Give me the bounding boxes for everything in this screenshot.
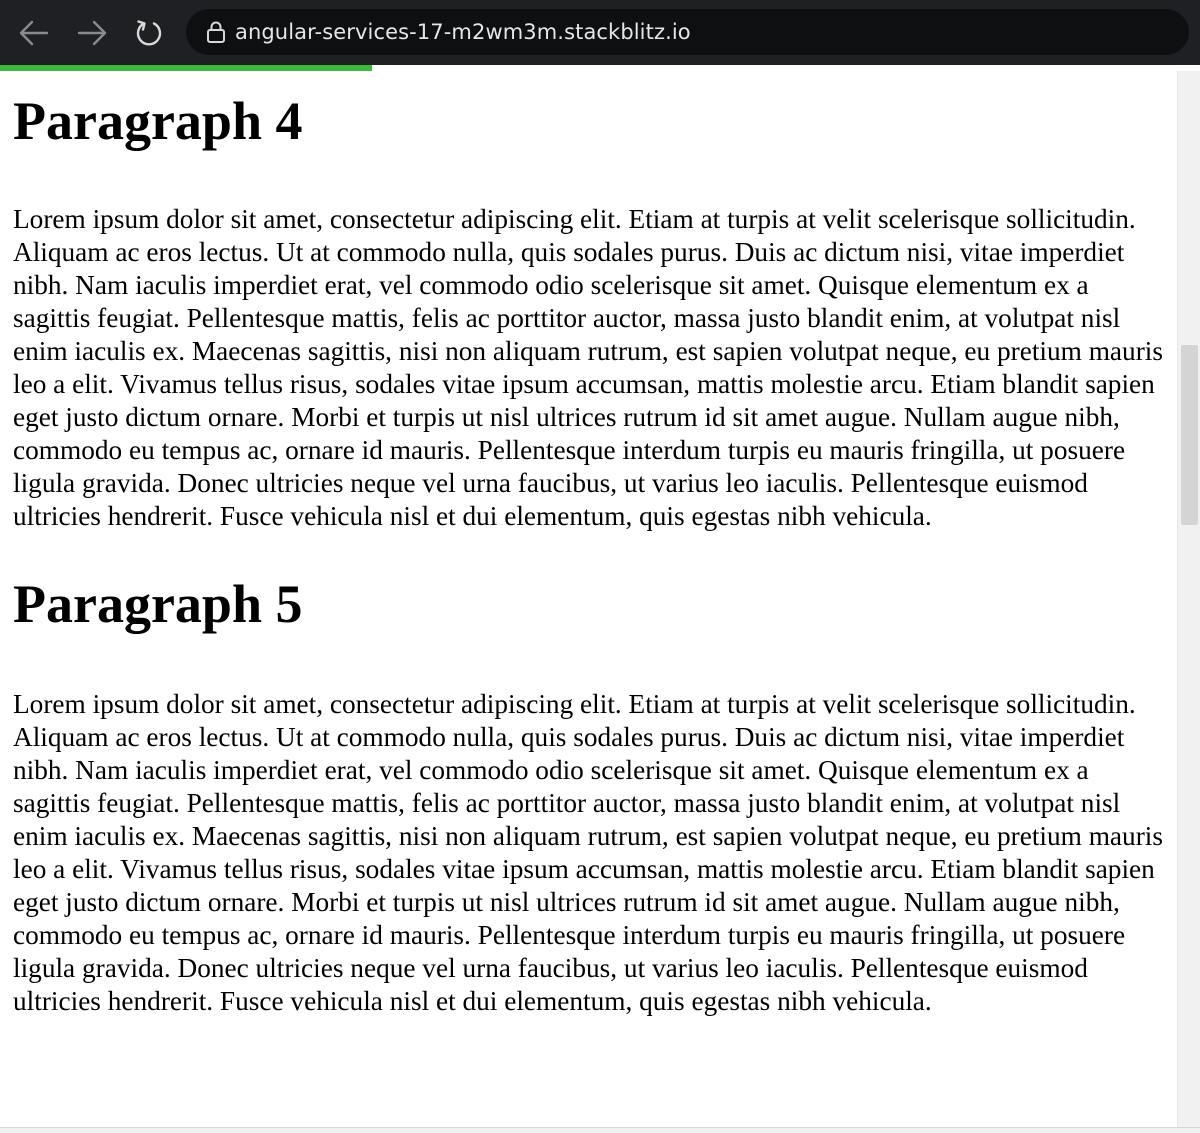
scrollbar-thumb[interactable] <box>1181 345 1198 525</box>
section-heading: Paragraph 4 <box>13 91 303 151</box>
section-body: Lorem ipsum dolor sit amet, consectetur adipiscing elit. Etiam at turpis at velit scelerisque sollicitudin. Aliquam ac eros lectus. Ut at commodo nulla, quis sodales purus. Duis ac dictum nisi, vitae imperdiet nibh. Nam iaculis imperdiet erat, vel commodo odio scelerisque sit amet. Quisque elementum ex a sagittis feugiat. Pellentesque mattis, felis ac porttitor auctor, massa justo blandit enim, at volutpat nisl enim iaculis ex. Maecenas sagittis, nisi non aliquam rutrum, est sapien volutpat neque, eu pretium mauris leo a elit. Vivamus tellus risus, sodales vitae ipsum accumsan, mattis molestie arcu. Etiam blandit sapien eget justo dictum ornare. Morbi et turpis ut nisl ultrices rutrum id sit amet augue. Nullam augue nibh, commodo eu tempus ac, ornare id mauris. Pellentesque interdum turpis eu mauris fringilla, ut posuere ligula gravida. Donec ultricies neque vel urna faucibus, ut varius leo iaculis. Pellentesque euismod ultricies hendrerit. Fusce vehicula nisl et dui elementum, quis egestas nibh vehicula. <box>13 689 1163 1016</box>
reload-icon <box>134 18 164 48</box>
lock-icon <box>204 20 228 44</box>
reload-button[interactable] <box>129 13 169 53</box>
url-text[interactable]: angular-services-17-m2wm3m.stackblitz.io <box>235 20 691 44</box>
section-heading: Paragraph 5 <box>13 574 303 634</box>
arrow-left-icon <box>19 20 49 46</box>
page-content <box>0 71 1177 1127</box>
forward-button[interactable] <box>72 13 112 53</box>
section-paragraph-4 <box>13 91 1165 533</box>
section-body: Lorem ipsum dolor sit amet, consectetur adipiscing elit. Etiam at turpis at velit scelerisque sollicitudin. Aliquam ac eros lectus. Ut at commodo nulla, quis sodales purus. Duis ac dictum nisi, vitae imperdiet nibh. Nam iaculis imperdiet erat, vel commodo odio scelerisque sit amet. Quisque elementum ex a sagittis feugiat. Pellentesque mattis, felis ac porttitor auctor, massa justo blandit enim, at volutpat nisl enim iaculis ex. Maecenas sagittis, nisi non aliquam rutrum, est sapien volutpat neque, eu pretium mauris leo a elit. Vivamus tellus risus, sodales vitae ipsum accumsan, mattis molestie arcu. Etiam blandit sapien eget justo dictum ornare. Morbi et turpis ut nisl ultrices rutrum id sit amet augue. Nullam augue nibh, commodo eu tempus ac, ornare id mauris. Pellentesque interdum turpis eu mauris fringilla, ut posuere ligula gravida. Donec ultricies neque vel urna faucibus, ut varius leo iaculis. Pellentesque euismod ultricies hendrerit. Fusce vehicula nisl et dui elementum, quis egestas nibh vehicula. <box>13 204 1163 531</box>
section-paragraph-5 <box>13 574 1165 1018</box>
back-button[interactable] <box>14 13 54 53</box>
address-bar[interactable] <box>186 9 1189 55</box>
vertical-scrollbar[interactable] <box>1177 71 1200 1127</box>
window-bottom-edge <box>0 1127 1200 1133</box>
arrow-right-icon <box>77 20 107 46</box>
browser-toolbar <box>0 0 1200 65</box>
